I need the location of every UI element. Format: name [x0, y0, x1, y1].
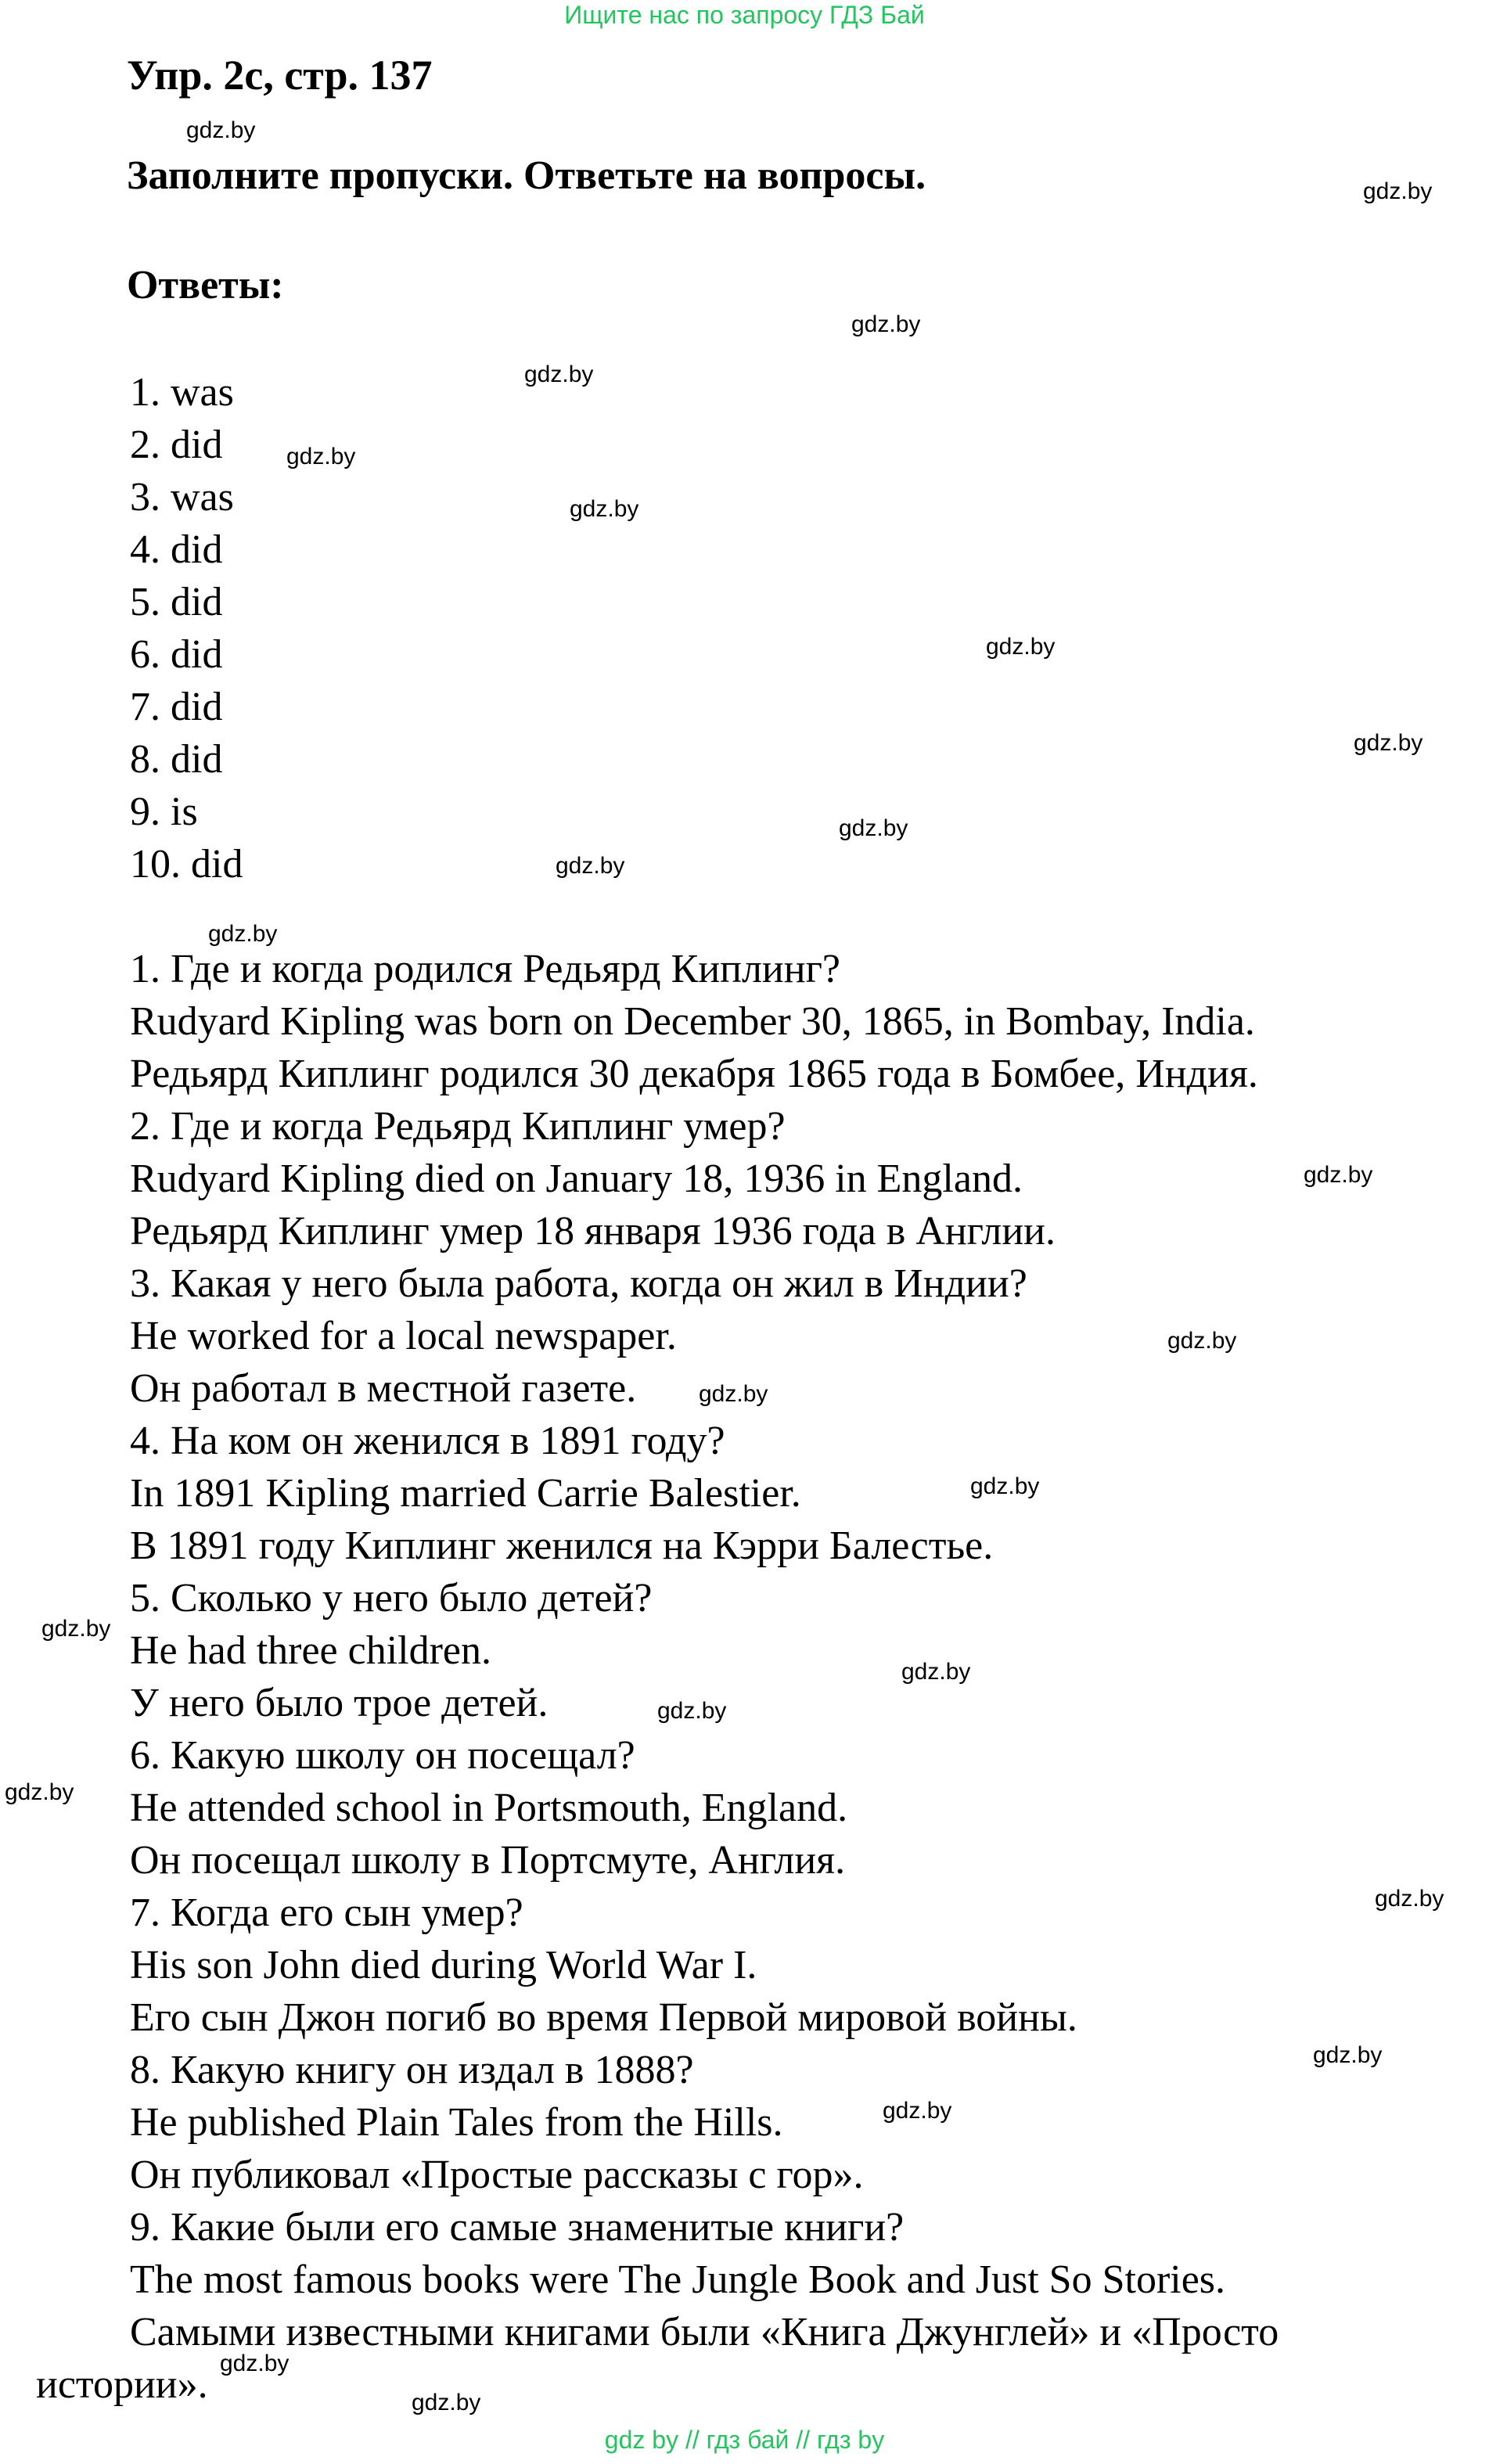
watermark: gdz.by [883, 2098, 952, 2124]
task-instruction: Заполните пропуски. Ответьте на вопросы. [127, 153, 926, 198]
answer-en: Rudyard Kipling died on January 18, 1936 in England. [130, 1156, 1023, 1201]
watermark: gdz.by [5, 1779, 74, 1805]
answer-en: Rudyard Kipling was born on December 30, 1865, in Bombay, India. [130, 999, 1255, 1044]
answer-en: The most famous books were The Jungle Book and Just So Stories. [130, 2257, 1226, 2302]
watermark: gdz.by [901, 1659, 971, 1685]
answer-ru: Он посещал школу в Портсмуте, Англия. [130, 1838, 846, 1883]
watermark: gdz.by [412, 2390, 481, 2415]
answer-en: His son John died during World War I. [130, 1943, 757, 1987]
watermark: gdz.by [570, 496, 639, 522]
question: 4. На ком он женился в 1891 году? [130, 1419, 725, 1463]
answer-item: 5. did [130, 580, 223, 624]
watermark: gdz.by [524, 362, 594, 387]
watermark: gdz.by [657, 1698, 727, 1724]
watermark: gdz.by [220, 2351, 290, 2376]
question: 1. Где и когда родился Редьярд Киплинг? [130, 947, 840, 991]
watermark: gdz.by [1313, 2042, 1383, 2068]
answer-item: 4. did [130, 527, 223, 572]
footer-links[interactable]: gdz by // гдз бай // гдз by [604, 2426, 885, 2454]
answer-item: 7. did [130, 685, 223, 729]
answer-item: 8. did [130, 737, 223, 782]
question: 2. Где и когда Редьярд Киплинг умер? [130, 1104, 786, 1149]
watermark: gdz.by [851, 311, 921, 337]
question: 3. Какая у него была работа, когда он жил в Индии? [130, 1261, 1027, 1306]
answer-ru: Он публиковал «Простые рассказы с гор». [130, 2153, 864, 2197]
question: 8. Какую книгу он издал в 1888? [130, 2048, 694, 2092]
watermark: gdz.by [699, 1381, 768, 1407]
watermark: gdz.by [1167, 1328, 1237, 1354]
answers-heading: Ответы: [127, 263, 284, 308]
answer-en: In 1891 Kipling married Carrie Balestier. [130, 1471, 801, 1516]
answer-item: 1. was [130, 370, 234, 415]
watermark: gdz.by [186, 117, 256, 143]
watermark: gdz.by [286, 444, 356, 469]
answer-item: 3. was [130, 475, 234, 520]
question: 5. Сколько у него было детей? [130, 1576, 653, 1620]
answer-ru: Его сын Джон погиб во время Первой мировой войны. [130, 1995, 1077, 2040]
answer-ru: У него было трое детей. [130, 1681, 548, 1725]
watermark: gdz.by [970, 1473, 1040, 1499]
question: 6. Какую школу он посещал? [130, 1733, 635, 1778]
watermark: gdz.by [41, 1616, 111, 1642]
answers-list [130, 366, 243, 890]
answer-item: 2. did [130, 423, 223, 467]
answer-ru: В 1891 году Киплинг женился на Кэрри Балестье. [130, 1523, 994, 1568]
watermark: gdz.by [1363, 178, 1433, 204]
watermark: gdz.by [556, 853, 625, 879]
answer-ru: Он работал в местной газете. [130, 1366, 637, 1411]
top-banner[interactable]: Ищите нас по запросу ГДЗ Бай [564, 1, 925, 29]
answer-en: He worked for a local newspaper. [130, 1314, 677, 1358]
answer-en: He had three children. [130, 1628, 492, 1673]
watermark: gdz.by [986, 634, 1056, 660]
question: 9. Какие были его самые знаменитые книги? [130, 2205, 905, 2250]
exercise-title: Упр. 2c, стр. 137 [127, 52, 433, 99]
answer-item: 6. did [130, 632, 223, 677]
watermark: gdz.by [1375, 1886, 1444, 1912]
answer-ru: Самыми известными книгами были «Книга Джунглей» и «Просто [130, 2310, 1279, 2354]
answer-ru-continuation: истории». [36, 2362, 208, 2407]
answer-en: He attended school in Portsmouth, England. [130, 1786, 848, 1830]
watermark: gdz.by [1304, 1162, 1373, 1188]
watermark: gdz.by [1354, 730, 1423, 756]
answer-ru: Редьярд Киплинг родился 30 декабря 1865 года в Бомбее, Индия. [130, 1052, 1258, 1096]
answer-item: 9. is [130, 790, 198, 834]
answer-ru: Редьярд Киплинг умер 18 января 1936 года в Англии. [130, 1209, 1056, 1254]
watermark: gdz.by [839, 815, 908, 841]
watermark: gdz.by [208, 921, 278, 947]
question: 7. Когда его сын умер? [130, 1890, 523, 1935]
answer-item: 10. did [130, 842, 243, 887]
answer-en: He published Plain Tales from the Hills. [130, 2100, 783, 2145]
